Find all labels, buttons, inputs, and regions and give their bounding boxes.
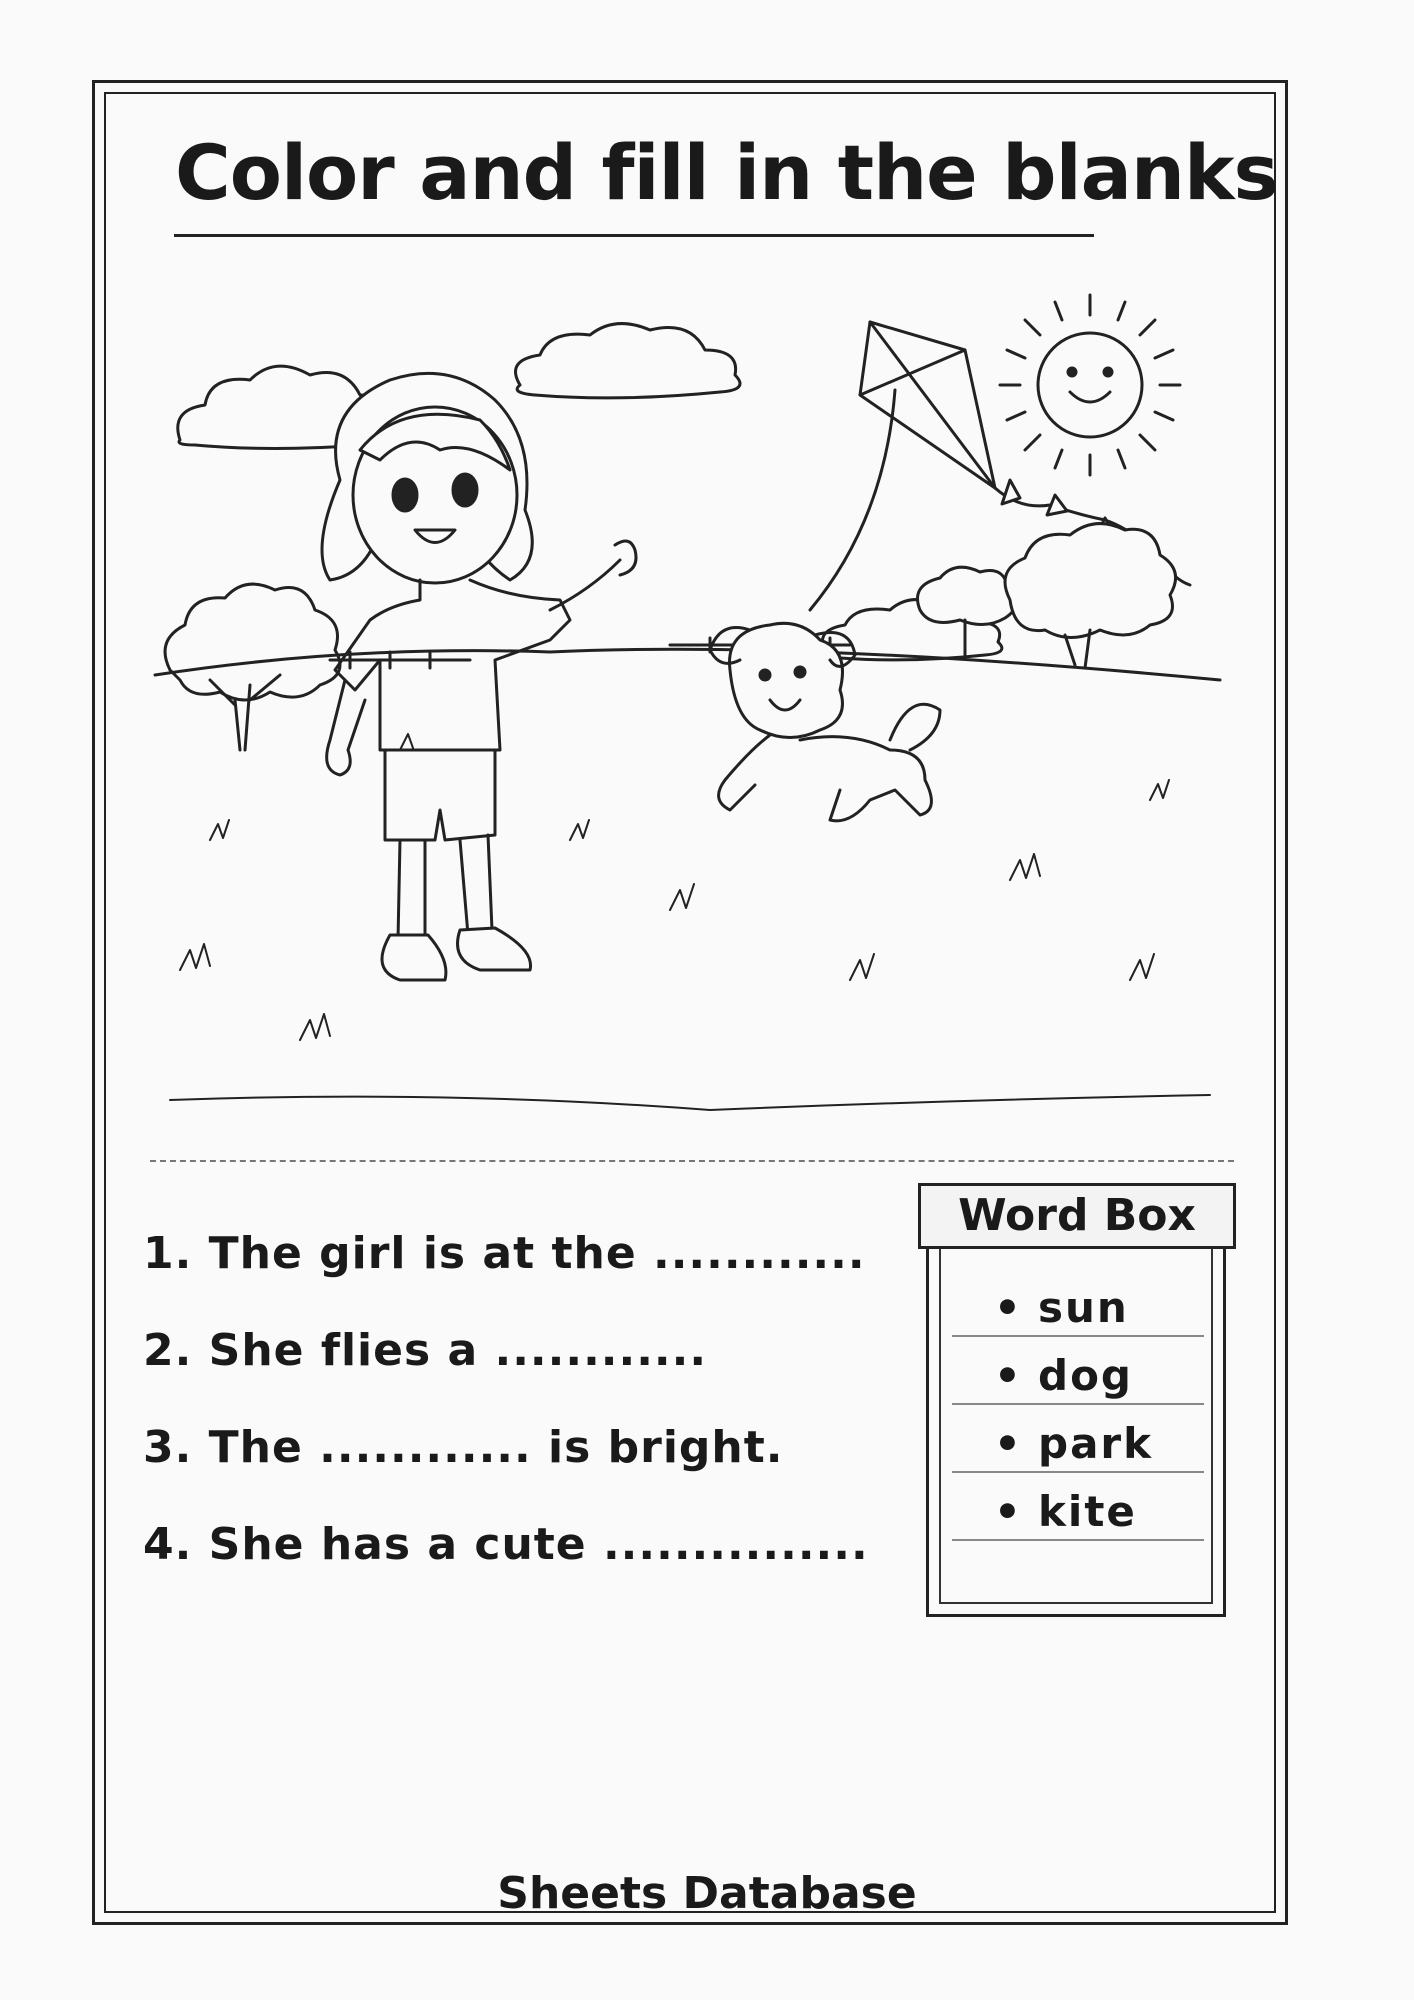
- word-rule: [952, 1335, 1204, 1337]
- footer-brand: Sheets Database: [497, 1868, 917, 1919]
- word-item: • dog: [994, 1351, 1153, 1419]
- section-divider: [150, 1160, 1234, 1162]
- worksheet-title: Color and fill in the blanks: [175, 128, 1278, 217]
- word-rule: [952, 1471, 1204, 1473]
- sun-icon: [1000, 295, 1180, 475]
- word-item: • sun: [994, 1283, 1153, 1351]
- question-item: 1. The girl is at the ............: [143, 1228, 866, 1279]
- cloud-middle: [516, 324, 741, 398]
- word-item: • kite: [994, 1487, 1153, 1555]
- word-rule: [952, 1539, 1204, 1541]
- question-list: [143, 1228, 869, 1616]
- grass-tufts: [170, 734, 1210, 1110]
- question-item: 2. She flies a ............: [143, 1325, 708, 1376]
- word-item: • park: [994, 1419, 1153, 1487]
- word-rule: [952, 1403, 1204, 1405]
- tree-left: [165, 584, 340, 750]
- title-underline: [174, 234, 1094, 237]
- tree-right-large: [1005, 524, 1176, 668]
- girl-figure: [322, 373, 636, 980]
- question-item: 4. She has a cute ...............: [143, 1519, 869, 1570]
- word-box-title: Word Box: [918, 1183, 1236, 1249]
- word-list: [994, 1283, 1153, 1555]
- question-item: 3. The ............ is bright.: [143, 1422, 784, 1473]
- word-box: [918, 1183, 1238, 1623]
- coloring-illustration: [150, 280, 1230, 1140]
